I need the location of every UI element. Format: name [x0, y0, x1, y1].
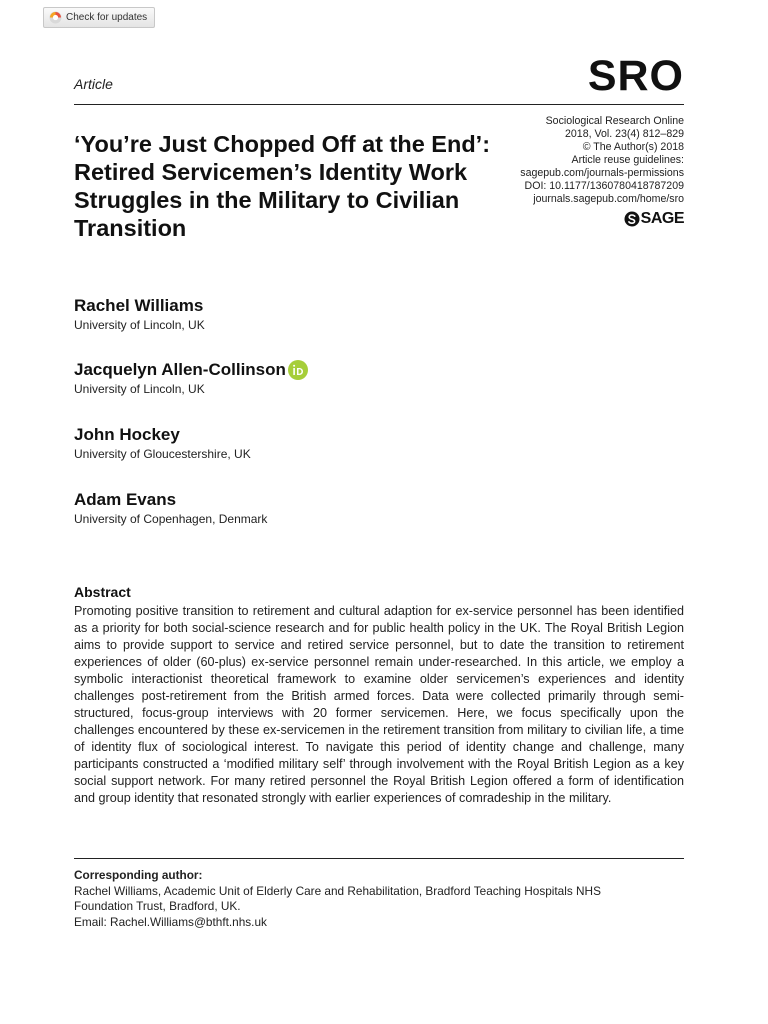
header-divider: [74, 104, 684, 105]
permissions-link[interactable]: sagepub.com/journals-permissions: [520, 167, 684, 179]
author-block: [74, 360, 308, 396]
author-name: Rachel Williams: [74, 296, 204, 315]
author-affiliation: University of Copenhagen, Denmark: [74, 512, 268, 526]
publisher-name: SAGE: [640, 210, 684, 227]
reuse-guidelines-label: Article reuse guidelines:: [571, 154, 684, 166]
author-affiliation: University of Lincoln, UK: [74, 382, 205, 396]
copyright: © The Author(s) 2018: [582, 141, 684, 153]
author-block: [74, 490, 267, 526]
check-updates-icon: [49, 11, 62, 24]
abstract-heading: Abstract: [74, 584, 131, 600]
corresponding-author-address: Rachel Williams, Academic Unit of Elderly Care and Rehabilitation, Bradford Teaching Hospitals NHS: [74, 883, 601, 898]
author-affiliation: University of Lincoln, UK: [74, 318, 205, 332]
abstract-text: Promoting positive transition to retirement and cultural adaption for ex-service personnel has been identified as a priority for both social-science research and for public health policy in the UK. The Royal British Legion aims to provide support to service and retired service personnel, but to date the transition to retirement experiences of older (60-plus) ex-service personnel remain under-researched. In this article, we employ a symbolic interactionist theoretical framework to examine older servicemen’s experiences and identity challenges post-retirement from the British armed forces. Data were collected primarily through semi-structured, focus-group interviews with 20 former servicemen. Here, we focus specifically upon the challenges encountered by these ex-servicemen in the retirement transition from military to civilian life, a time of identity flux of sociological interest. To navigate this period of identity change and challenge, many participants constructed a ‘modified military self’ through involvement with the Royal British Legion as a key social support network. For many retired personnel the Royal British Legion offered a form of identification and group identity that resonated strongly with earlier experiences of comradeship in the military.: [74, 604, 684, 805]
doi-link[interactable]: DOI: 10.1177/1360780418787209: [524, 180, 684, 192]
author-name: John Hockey: [74, 425, 180, 444]
author-name: Adam Evans: [74, 490, 177, 509]
corresponding-author-address-cont: Foundation Trust, Bradford, UK.: [74, 899, 241, 913]
publisher-logo: [624, 209, 684, 229]
footer-divider: [74, 858, 684, 859]
author-block: [74, 425, 251, 461]
author-affiliation: University of Gloucestershire, UK: [74, 447, 251, 461]
journal-logo: SRO: [587, 52, 684, 100]
orcid-icon[interactable]: [288, 360, 308, 380]
check-updates-label: Check for updates: [66, 12, 148, 23]
author-name: Jacquelyn Allen-Collinson: [74, 360, 308, 380]
corresponding-author-label: Corresponding author:: [74, 868, 203, 882]
author-block: [74, 296, 205, 332]
citation-info: 2018, Vol. 23(4) 812–829: [565, 128, 684, 140]
journal-name: Sociological Research Online: [545, 115, 684, 127]
check-for-updates-button[interactable]: [43, 7, 155, 28]
corresponding-author: [74, 868, 684, 930]
sage-logo-icon: [624, 211, 640, 227]
journal-homepage-link[interactable]: journals.sagepub.com/home/sro: [533, 193, 684, 205]
corresponding-author-email[interactable]: Email: Rachel.Williams@bthft.nhs.uk: [74, 914, 267, 929]
article-type-label: Article: [74, 76, 113, 92]
article-title: ‘You’re Just Chopped Off at the End’: Retired Servicemen’s Identity Work Struggles in the Military to Civilian Transition: [74, 131, 491, 241]
publication-meta: [464, 115, 684, 206]
